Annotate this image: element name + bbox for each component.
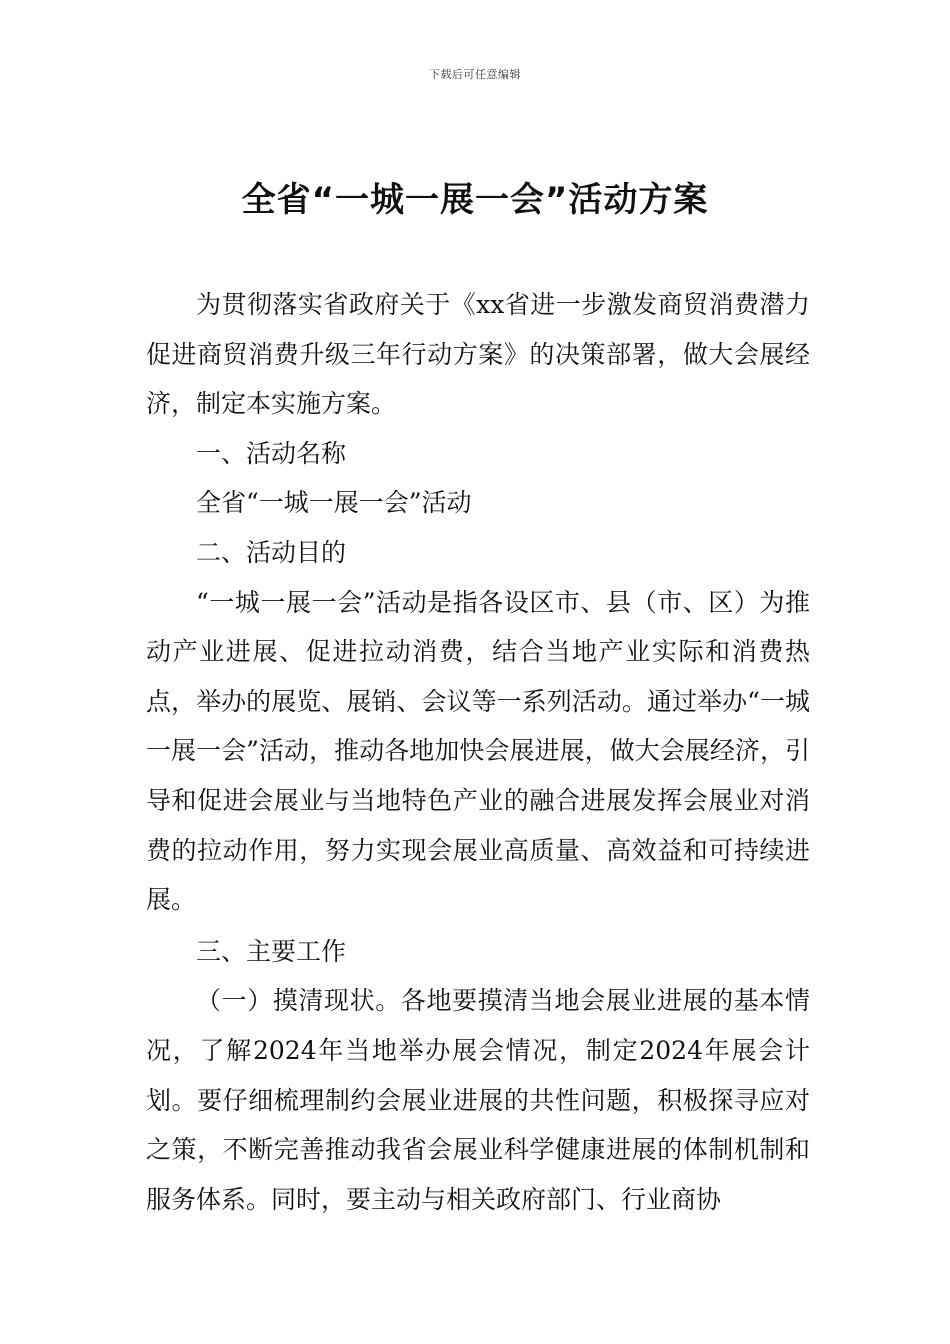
section-1-heading: 一、活动名称 (196, 438, 347, 468)
section-2-heading: 二、活动目的 (196, 537, 347, 567)
page-header-note: 下载后可任意编辑 (429, 68, 521, 81)
intro-paragraph: 为贯彻落实省政府关于《xx省进一步激发商贸消费潜力促进商贸消费升级三年行动方案》的决策部署，做大会展经济，制定本实施方案。 (146, 290, 810, 419)
section-3-item-1-paragraph: （一）摸清现状。各地要摸清当地会展业进展的基本情况，了解2024年当地举办展会情况，制定2024年展会计划。要仔细梳理制约会展业进展的共性问题，积极探寻应对之策，不断完善推动我省会展业科学健康进展的体制机制和服务体系。同时，要主动与相关政府部门、行业商协 (146, 986, 810, 1214)
document-title: 全省“一城一展一会”活动方案 (241, 180, 709, 220)
section-3-heading: 三、主要工作 (196, 936, 347, 966)
document-body (146, 280, 810, 1224)
section-2-paragraph: “一城一展一会”活动是指各设区市、县（市、区）为推动产业进展、促进拉动消费，结合当地产业实际和消费热点，举办的展览、展销、会议等一系列活动。通过举办“一城一展一会”活动，推动各地加快会展进展，做大会展经济，引导和促进会展业与当地特色产业的融合进展发挥会展业对消费的拉动作用，努力实现会展业高质量、高效益和可持续进展。 (146, 587, 810, 915)
section-1-text: 全省“一城一展一会”活动 (196, 488, 472, 518)
